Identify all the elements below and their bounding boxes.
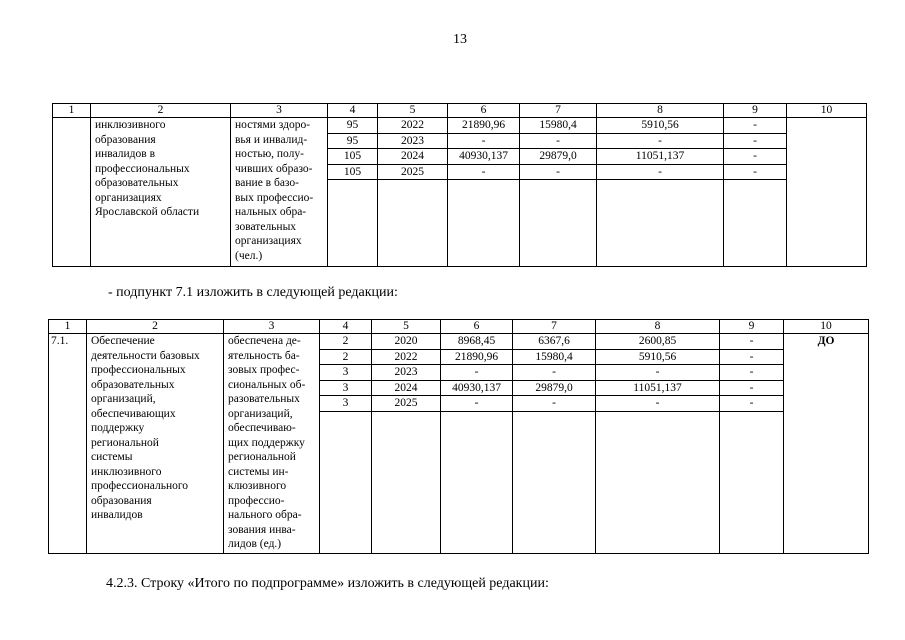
value-cell: 3 xyxy=(320,365,372,381)
column-header: 7 xyxy=(520,104,597,118)
column-header: 2 xyxy=(91,104,231,118)
instruction-text: 4.2.3. Строку «Итого по подпрограмме» изложить в следующей редакции: xyxy=(106,576,549,591)
funding-cell: - xyxy=(513,396,596,412)
funding-cell: 11051,137 xyxy=(596,380,720,396)
text-line: инвалидов в xyxy=(95,148,156,160)
funding-cell: - xyxy=(596,365,720,381)
item-number-cell: 7.1. xyxy=(49,334,87,554)
funding-cell: 15980,4 xyxy=(520,118,597,134)
text-line: инклюзивного xyxy=(95,119,166,131)
funding-cell: 6367,6 xyxy=(513,334,596,350)
result-description-cell xyxy=(224,334,320,554)
column-header: 5 xyxy=(378,104,448,118)
total-cell: 21890,96 xyxy=(441,349,513,365)
column-header: 2 xyxy=(87,320,224,334)
funding-cell: - xyxy=(520,133,597,149)
total-cell: 40930,137 xyxy=(448,149,520,165)
text-line: обеспечивающих xyxy=(91,407,176,420)
year-cell: 2022 xyxy=(372,349,441,365)
column-header: 4 xyxy=(320,320,372,334)
funding-cell: 29879,0 xyxy=(520,149,597,165)
funding-cell: - xyxy=(724,164,787,180)
value-cell: 105 xyxy=(328,149,378,165)
funding-cell: - xyxy=(724,118,787,134)
funding-cell: - xyxy=(513,365,596,381)
funding-cell: 29879,0 xyxy=(513,380,596,396)
table-header-row xyxy=(49,320,869,334)
text-line: (чел.) xyxy=(235,249,263,262)
text-line: ностью, полу- xyxy=(235,148,304,160)
text-line: инвалидов xyxy=(91,509,143,521)
text-line: Обеспечение xyxy=(91,335,155,347)
table-row xyxy=(53,118,867,134)
text-line: нальных обра- xyxy=(235,206,307,218)
value-cell: 95 xyxy=(328,133,378,149)
funding-cell: - xyxy=(724,133,787,149)
text-line: поддержку xyxy=(91,422,145,434)
funding-cell: - xyxy=(597,164,724,180)
text-line: клюзивного xyxy=(228,480,287,492)
funding-cell: 15980,4 xyxy=(513,349,596,365)
year-cell: 2025 xyxy=(372,396,441,412)
table-subitem-7-1 xyxy=(48,319,869,554)
total-cell: - xyxy=(448,133,520,149)
text-line: деятельности базовых xyxy=(91,349,200,362)
executor-cell: ДО xyxy=(784,334,869,554)
text-line: Ярославской области xyxy=(95,206,200,218)
table-continuation xyxy=(52,103,867,267)
year-cell: 2022 xyxy=(378,118,448,134)
column-header: 8 xyxy=(597,104,724,118)
total-cell: - xyxy=(441,396,513,412)
column-header: 5 xyxy=(372,320,441,334)
value-cell: 2 xyxy=(320,334,372,350)
column-header: 10 xyxy=(784,320,869,334)
total-cell: 21890,96 xyxy=(448,118,520,134)
text-line: зовых профес- xyxy=(228,364,300,376)
column-header: 6 xyxy=(441,320,513,334)
total-cell: - xyxy=(448,164,520,180)
column-header: 4 xyxy=(328,104,378,118)
year-cell: 2024 xyxy=(378,149,448,165)
total-cell: - xyxy=(441,365,513,381)
column-header: 7 xyxy=(513,320,596,334)
year-cell: 2025 xyxy=(378,164,448,180)
column-header: 3 xyxy=(231,104,328,118)
value-cell: 105 xyxy=(328,164,378,180)
text-line: щих поддержку xyxy=(228,436,305,449)
total-cell: 8968,45 xyxy=(441,334,513,350)
year-cell: 2020 xyxy=(372,334,441,350)
text-line: зовательных xyxy=(235,220,297,233)
text-line: вание в базо- xyxy=(235,177,299,189)
year-cell: 2024 xyxy=(372,380,441,396)
text-line: ятельность ба- xyxy=(228,349,300,362)
year-cell: 2023 xyxy=(372,365,441,381)
value-cell: 3 xyxy=(320,396,372,412)
text-line: образовательных xyxy=(91,378,175,391)
funding-cell: 5910,56 xyxy=(596,349,720,365)
table-row xyxy=(49,334,869,350)
funding-cell: - xyxy=(720,396,784,412)
column-header: 10 xyxy=(787,104,867,118)
text-line: организациях xyxy=(95,191,162,204)
column-header: 6 xyxy=(448,104,520,118)
funding-cell: 5910,56 xyxy=(597,118,724,134)
text-line: обеспечена де- xyxy=(228,335,301,347)
text-line: сиональных об- xyxy=(228,378,306,391)
text-line: профессиональных xyxy=(95,162,190,175)
value-cell: 95 xyxy=(328,118,378,134)
funding-cell: - xyxy=(720,349,784,365)
funding-cell: - xyxy=(720,334,784,350)
value-cell: 3 xyxy=(320,380,372,396)
text-line: профессиональных xyxy=(91,364,186,376)
instruction-text: - подпункт 7.1 изложить в следующей редакции: xyxy=(108,285,398,300)
text-line: чивших образо- xyxy=(235,162,313,175)
text-line: инклюзивного xyxy=(91,465,162,478)
column-header: 9 xyxy=(724,104,787,118)
text-line: организациях xyxy=(235,235,302,247)
text-line: ностями здоро- xyxy=(235,119,311,131)
text-line: системы ин- xyxy=(228,465,289,478)
column-header: 8 xyxy=(596,320,720,334)
text-line: образовательных xyxy=(95,177,179,189)
funding-cell: - xyxy=(596,396,720,412)
text-line: профессио- xyxy=(228,494,285,507)
text-line: лидов (ед.) xyxy=(228,538,282,550)
funding-cell: - xyxy=(720,380,784,396)
text-line: обеспечиваю- xyxy=(228,422,296,434)
funding-cell: 2600,85 xyxy=(596,334,720,350)
text-line: организаций, xyxy=(228,407,293,420)
text-line: региональной xyxy=(91,436,159,449)
item-name-cell xyxy=(87,334,224,554)
column-header: 1 xyxy=(49,320,87,334)
result-description-cell xyxy=(231,118,328,267)
text-line: зования инва- xyxy=(228,523,296,536)
text-line: нального обра- xyxy=(228,509,302,521)
total-cell: 40930,137 xyxy=(441,380,513,396)
value-cell: 2 xyxy=(320,349,372,365)
funding-cell: - xyxy=(597,133,724,149)
funding-cell: - xyxy=(720,365,784,381)
item-name-cell xyxy=(91,118,231,267)
text-line: системы xyxy=(91,451,133,463)
funding-cell: 11051,137 xyxy=(597,149,724,165)
text-line: профессионального xyxy=(91,480,189,492)
text-line: региональной xyxy=(228,451,296,463)
text-line: образования xyxy=(95,133,156,146)
text-line: образования xyxy=(91,494,152,507)
item-number-cell xyxy=(53,118,91,267)
column-header: 9 xyxy=(720,320,784,334)
text-line: вья и инвалид- xyxy=(235,133,308,146)
funding-cell: - xyxy=(520,164,597,180)
table-header-row xyxy=(53,104,867,118)
page-number: 13 xyxy=(453,32,467,47)
funding-cell: - xyxy=(724,149,787,165)
text-line: организаций, xyxy=(91,393,156,405)
year-cell: 2023 xyxy=(378,133,448,149)
column-header: 3 xyxy=(224,320,320,334)
text-line: разовательных xyxy=(228,393,300,405)
column-header: 1 xyxy=(53,104,91,118)
text-line: вых профессио- xyxy=(235,191,314,204)
executor-cell xyxy=(787,118,867,267)
